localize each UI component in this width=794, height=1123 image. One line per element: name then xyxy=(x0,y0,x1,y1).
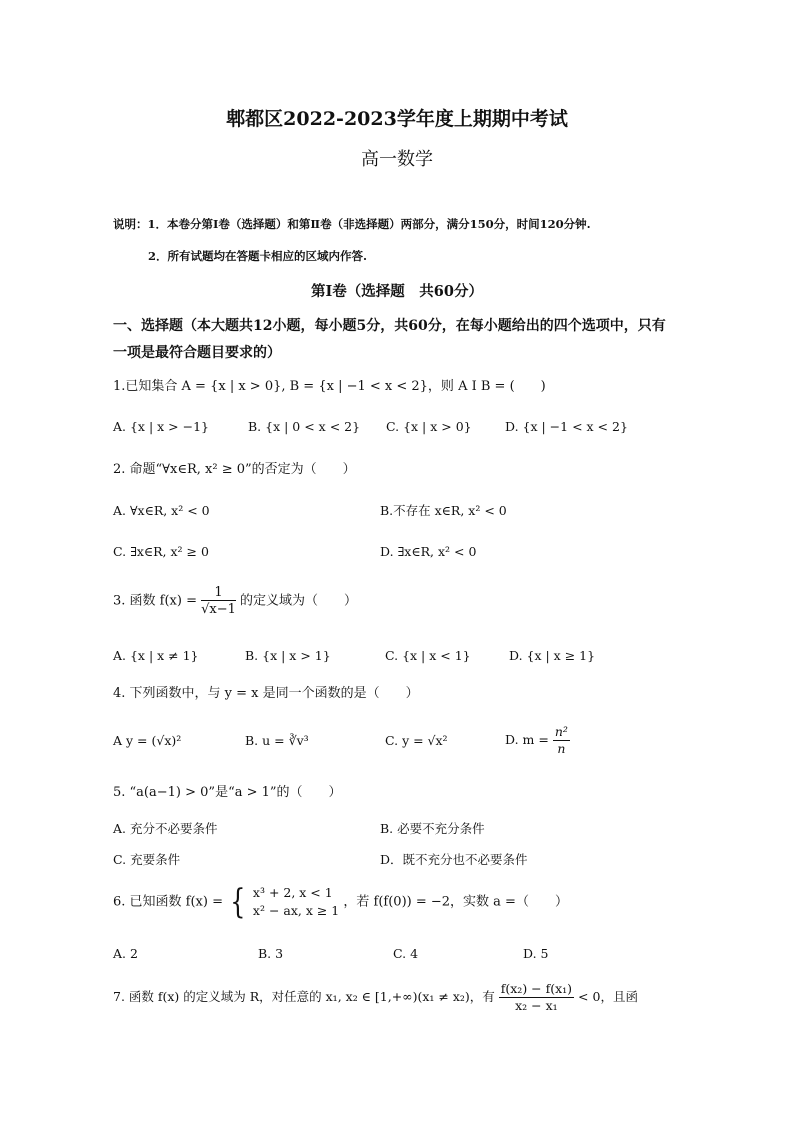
question-4-stem: 4. 下列函数中，与 y = x 是同一个函数的是（ ） xyxy=(113,686,419,701)
question-3-option-c: C. {x | x < 1} xyxy=(385,648,471,663)
question-5-option-c: C. 充要条件 xyxy=(113,852,181,867)
question-4-option-d-numerator: n² xyxy=(554,724,568,739)
question-3-option-a: A. {x | x ≠ 1} xyxy=(113,648,199,663)
question-7-fraction-numerator: f(x₂) − f(x₁) xyxy=(500,981,573,996)
question-4-option-c: C. y = √x² xyxy=(385,733,448,748)
question-5-stem: 5. “a(a−1) > 0”是“a > 1”的（ ） xyxy=(113,785,342,800)
question-3-fraction-denominator: √x−1 xyxy=(201,602,236,617)
question-4-option-a: A y = (√x)² xyxy=(113,733,182,748)
question-4-option-b: B. u = ∛v³ xyxy=(245,733,309,748)
part-heading-line-2: 一项是最符合题目要求的） xyxy=(113,345,281,361)
question-6-option-c: C. 4 xyxy=(393,946,419,961)
question-7-fraction xyxy=(499,983,574,1012)
question-2-option-a: A. ∀x∈R, x² < 0 xyxy=(113,503,210,518)
exam-title: 郫都区2022-2023学年度上期期中考试 xyxy=(226,108,568,130)
question-3-stem-suffix: 的定义域为（ ） xyxy=(240,593,358,609)
question-6-stem xyxy=(113,882,568,923)
question-3-stem xyxy=(113,586,357,616)
question-2-stem: 2. 命题“∀x∈R, x² ≥ 0”的否定为（ ） xyxy=(113,462,356,477)
question-4-option-d-denominator: n xyxy=(557,740,566,756)
question-1-option-c: C. {x | x > 0} xyxy=(386,419,472,434)
question-3-option-b: B. {x | x > 1} xyxy=(245,648,331,663)
question-3-stem-prefix: 3. 函数 f(x) = xyxy=(113,593,197,609)
question-7-fraction-denominator: x₂ − x₁ xyxy=(515,997,558,1013)
question-1-option-a: A. {x | x > −1} xyxy=(113,419,209,434)
note-line-1: 说明：1．本卷分第Ⅰ卷（选择题）和第Ⅱ卷（非选择题）两部分，满分150分，时间120分钟. xyxy=(113,217,591,231)
question-5-option-b: B. 必要不充分条件 xyxy=(380,821,485,836)
question-4-option-d-fraction xyxy=(553,726,570,755)
section-title: 第Ⅰ卷（选择题 共60分） xyxy=(311,283,483,300)
question-4-option-d xyxy=(505,726,570,755)
question-6-stem-prefix: 6. 已知函数 f(x) = xyxy=(113,894,223,910)
question-6-cases xyxy=(253,884,339,920)
question-1-option-b: B. {x | 0 < x < 2} xyxy=(248,419,361,434)
piecewise-brace: { xyxy=(230,882,246,923)
question-6-option-a: A. 2 xyxy=(113,946,138,961)
note-line-2: 2．所有试题均在答题卡相应的区域内作答. xyxy=(148,249,368,263)
question-2-option-b: B.不存在 x∈R, x² < 0 xyxy=(380,503,507,518)
exam-subject: 高一数学 xyxy=(361,149,433,170)
question-6-case-1: x³ + 2, x < 1 xyxy=(252,885,333,900)
question-3-fraction xyxy=(201,586,236,616)
question-6-case-2: x² − ax, x ≥ 1 xyxy=(252,903,340,919)
question-6-option-d: D. 5 xyxy=(523,946,549,961)
question-2-option-c: C. ∃x∈R, x² ≥ 0 xyxy=(113,544,209,559)
question-6-option-b: B. 3 xyxy=(258,946,284,961)
part-heading-line-1: 一、选择题（本大题共12小题，每小题5分，共60分，在每小题给出的四个选项中，只有 xyxy=(113,318,666,334)
question-3-option-d: D. {x | x ≥ 1} xyxy=(509,648,596,663)
question-4-option-d-label: D. m = xyxy=(505,732,549,747)
question-6-stem-suffix: ，若 f(f(0)) = −2，实数 a =（ ） xyxy=(343,894,568,910)
question-7-stem-suffix: < 0，且函 xyxy=(578,989,638,1004)
question-1-option-d: D. {x | −1 < x < 2} xyxy=(505,419,628,434)
question-2-option-d: D. ∃x∈R, x² < 0 xyxy=(380,544,477,559)
question-3-fraction-numerator: 1 xyxy=(201,586,236,601)
question-1-stem: 1.已知集合 A = {x | x > 0}, B = {x | −1 < x < 2}，则 A I B = ( ) xyxy=(113,379,546,394)
question-5-option-a: A. 充分不必要条件 xyxy=(113,821,218,836)
question-5-option-d: D．既不充分也不必要条件 xyxy=(380,852,528,867)
question-7-stem xyxy=(113,983,638,1012)
question-7-stem-prefix: 7. 函数 f(x) 的定义域为 R，对任意的 x₁, x₂ ∈ [1,+∞)(x₁ ≠ x₂)，有 xyxy=(113,989,495,1004)
